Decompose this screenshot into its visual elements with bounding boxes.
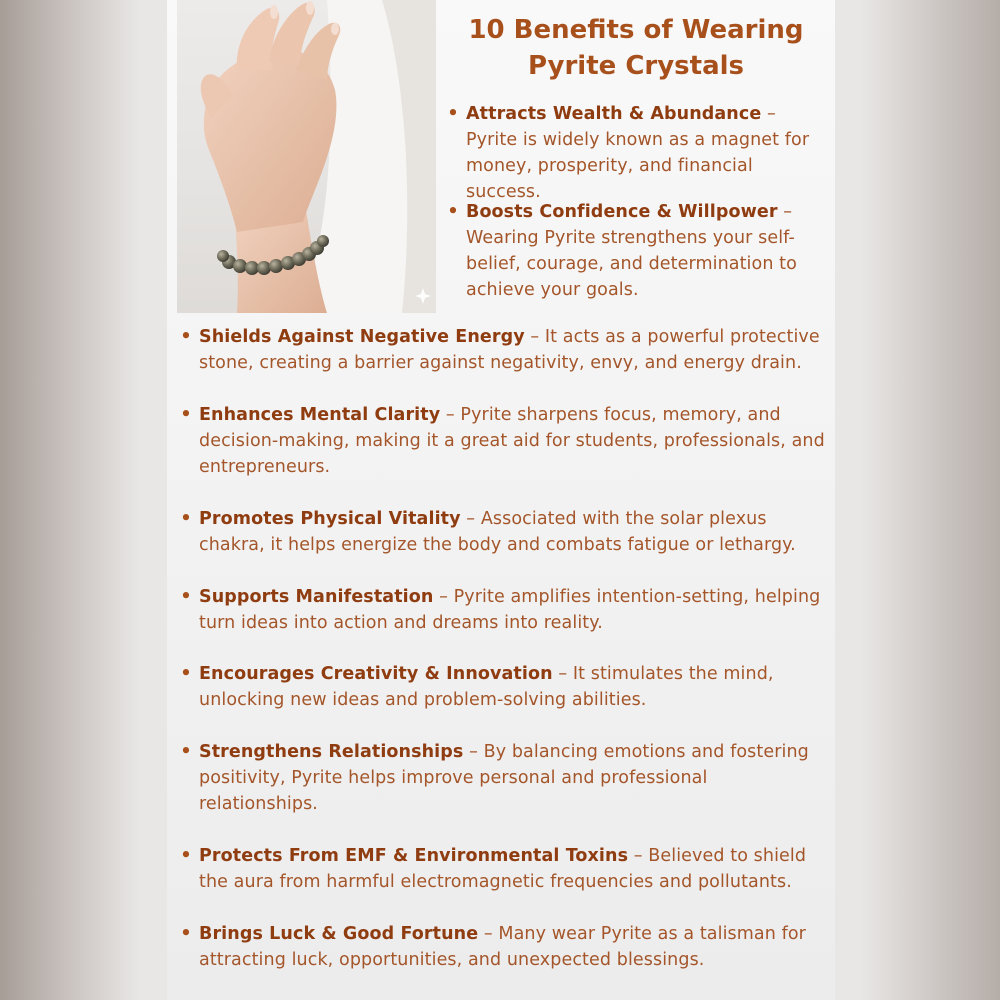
- benefit-item-6: [180, 584, 831, 636]
- bullet-icon: •: [180, 327, 192, 347]
- benefit-heading: Strengthens Relationships: [199, 742, 464, 762]
- benefit-text: – Wearing Pyrite strengthens your self-belief, courage, and determination to achieve your goals.: [466, 202, 797, 300]
- infographic-card: [167, 0, 835, 1000]
- benefit-heading: Boosts Confidence & Willpower: [466, 202, 778, 222]
- benefit-heading: Shields Against Negative Energy: [199, 327, 525, 347]
- bullet-icon: •: [180, 405, 192, 425]
- benefit-item-1: [447, 101, 831, 205]
- benefit-item-9: [180, 843, 831, 895]
- benefit-text: – Pyrite amplifies intention-setting, helping turn ideas into action and dreams into reality.: [199, 587, 821, 633]
- page-title: [437, 12, 835, 84]
- bullet-icon: •: [180, 742, 192, 762]
- benefit-heading: Attracts Wealth & Abundance: [466, 104, 762, 124]
- title-line-1: 10 Benefits of Wearing: [468, 15, 804, 45]
- benefit-text: – Many wear Pyrite as a talisman for attracting luck, opportunities, and unexpected blessings.: [199, 924, 806, 970]
- title-line-2: Pyrite Crystals: [527, 51, 745, 81]
- benefit-item-7: [180, 661, 831, 713]
- benefit-heading: Protects From EMF & Environmental Toxins: [199, 846, 629, 866]
- bullet-icon: •: [447, 104, 459, 124]
- benefit-item-10: [180, 921, 831, 973]
- benefit-item-2: [447, 199, 831, 303]
- benefit-text: – It stimulates the mind, unlocking new ideas and problem-solving abilities.: [199, 664, 774, 710]
- benefit-heading: Enhances Mental Clarity: [199, 405, 441, 425]
- benefit-heading: Supports Manifestation: [199, 587, 434, 607]
- wrist-bracelet-photo: [177, 0, 436, 313]
- benefit-text: – Pyrite is widely known as a magnet for money, prosperity, and financial success.: [466, 104, 810, 202]
- benefit-heading: Promotes Physical Vitality: [199, 509, 461, 529]
- hand-with-pyrite-bracelet-illustration: [177, 0, 436, 313]
- benefit-text: – It acts as a powerful protective stone, creating a barrier against negativity, envy, and energy drain.: [199, 327, 820, 373]
- bullet-icon: •: [180, 587, 192, 607]
- benefit-item-8: [180, 739, 831, 817]
- benefit-text: – Associated with the solar plexus chakra, it helps energize the body and combats fatigue or lethargy.: [199, 509, 796, 555]
- benefit-item-4: [180, 402, 831, 480]
- benefit-item-3: [180, 324, 831, 376]
- bullet-icon: •: [180, 846, 192, 866]
- benefit-text: – Believed to shield the aura from harmful electromagnetic frequencies and pollutants.: [199, 846, 807, 892]
- benefit-heading: Brings Luck & Good Fortune: [199, 924, 479, 944]
- bullet-icon: •: [180, 924, 192, 944]
- bullet-icon: •: [180, 509, 192, 529]
- benefit-heading: Encourages Creativity & Innovation: [199, 664, 553, 684]
- benefit-item-5: [180, 506, 831, 558]
- benefit-text: – By balancing emotions and fostering positivity, Pyrite helps improve personal and professional relationships.: [199, 742, 809, 814]
- benefit-text: – Pyrite sharpens focus, memory, and decision-making, making it a great aid for students, professionals, and entrepreneurs.: [199, 405, 825, 477]
- bullet-icon: •: [180, 664, 192, 684]
- bullet-icon: •: [447, 202, 459, 222]
